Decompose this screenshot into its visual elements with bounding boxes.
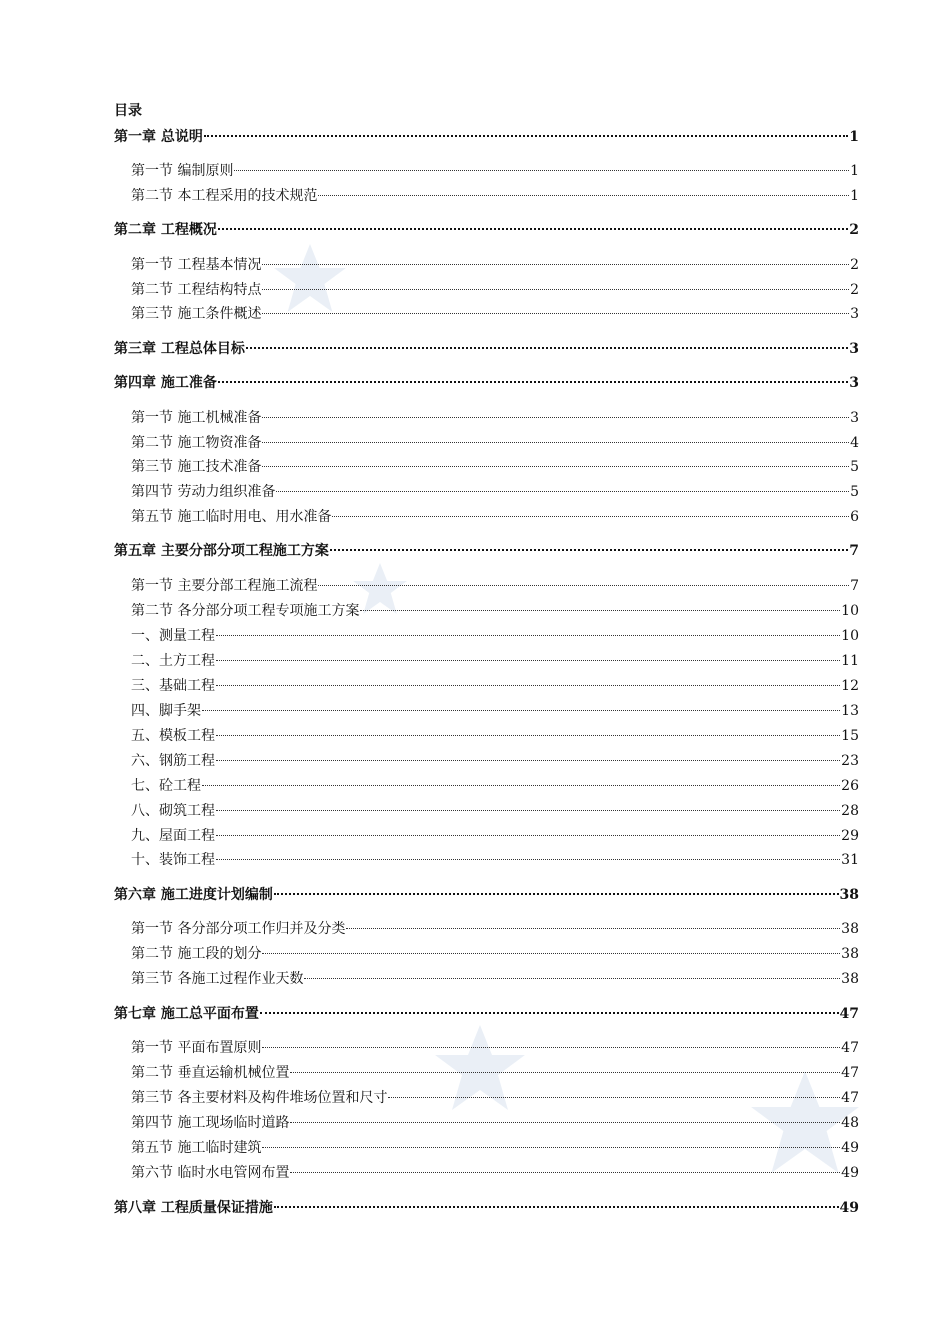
toc-entry-label: 第三节 各施工过程作业天数: [131, 971, 304, 987]
dot-leader: [204, 135, 848, 137]
dot-leader: [262, 264, 849, 265]
toc-entry-label: 第二节 垂直运输机械位置: [131, 1065, 290, 1081]
toc-page-number: 5: [850, 459, 859, 475]
dot-leader: [330, 549, 848, 551]
toc-chapter-entry[interactable]: [114, 220, 859, 240]
toc-section-entry[interactable]: [131, 751, 859, 771]
toc-entry-label: 四、脚手架: [131, 703, 201, 719]
toc-page-number: 12: [841, 678, 859, 694]
toc-entry-label: 第四章 施工准备: [114, 375, 217, 391]
toc-page-number: 13: [841, 703, 859, 719]
toc-page-number: 31: [841, 852, 859, 868]
toc-page-number: 7: [849, 543, 859, 559]
toc-page-number: 47: [841, 1065, 859, 1081]
toc-section-entry[interactable]: [131, 801, 859, 821]
toc-page-number: 3: [850, 410, 859, 426]
toc-page-number: 2: [850, 282, 859, 298]
dot-leader: [290, 1122, 840, 1123]
toc-entry-label: 第五章 主要分部分项工程施工方案: [114, 543, 329, 559]
dot-leader: [216, 735, 840, 736]
toc-section-entry[interactable]: [131, 676, 859, 696]
toc-page-number: 38: [841, 921, 859, 937]
toc-section-entry[interactable]: [131, 1038, 859, 1058]
toc-page-number: 3: [849, 341, 859, 357]
dot-leader: [304, 978, 840, 979]
toc-page-number: 49: [841, 1165, 859, 1181]
toc-entry-label: 三、基础工程: [131, 678, 215, 694]
toc-page-number: 15: [841, 728, 859, 744]
toc-page-number: 5: [850, 484, 859, 500]
toc-page-number: 3: [850, 306, 859, 322]
toc-entry-label: 第三节 施工技术准备: [131, 459, 262, 475]
toc-entry-label: 八、砌筑工程: [131, 803, 215, 819]
dot-leader: [262, 313, 849, 314]
toc-section-entry[interactable]: [131, 1063, 859, 1083]
toc-chapter-entry[interactable]: [114, 373, 859, 393]
dot-leader: [318, 195, 849, 196]
toc-page-number: 47: [841, 1040, 859, 1056]
toc-section-entry[interactable]: [131, 651, 859, 671]
dot-leader: [274, 1206, 839, 1208]
toc-entry-label: 第二节 本工程采用的技术规范: [131, 188, 318, 204]
toc-page-number: 4: [850, 435, 859, 451]
toc-entry-label: 第三节 施工条件概述: [131, 306, 262, 322]
toc-entry-label: 第四节 施工现场临时道路: [131, 1115, 290, 1131]
dot-leader: [216, 810, 840, 811]
dot-leader: [274, 893, 839, 895]
dot-leader: [262, 289, 849, 290]
toc-page-number: 2: [849, 222, 859, 238]
toc-section-entry[interactable]: [131, 186, 859, 206]
dot-leader: [216, 760, 840, 761]
dot-leader: [202, 785, 840, 786]
toc-section-entry[interactable]: [131, 1163, 859, 1183]
dot-leader: [290, 1072, 840, 1073]
toc-entry-label: 第五节 施工临时用电、用水准备: [131, 509, 332, 525]
toc-page-number: 6: [850, 509, 859, 525]
toc-section-entry[interactable]: [131, 1088, 859, 1108]
toc-page-number: 11: [841, 653, 859, 669]
toc-section-entry[interactable]: [131, 826, 859, 846]
toc-entry-label: 第二节 施工段的划分: [131, 946, 262, 962]
toc-section-entry[interactable]: [131, 255, 859, 275]
dot-leader: [202, 710, 840, 711]
dot-leader: [218, 228, 848, 230]
toc-page-number: 29: [841, 828, 859, 844]
toc-section-entry[interactable]: [131, 161, 859, 181]
toc-entry-label: 第六节 临时水电管网布置: [131, 1165, 290, 1181]
toc-entry-label: 第四节 劳动力组织准备: [131, 484, 276, 500]
toc-entry-label: 第一节 各分部分项工作归并及分类: [131, 921, 346, 937]
toc-section-entry[interactable]: [131, 507, 859, 527]
toc-page-number: 49: [841, 1140, 859, 1156]
dot-leader: [290, 1172, 840, 1173]
dot-leader: [262, 417, 849, 418]
toc-section-entry[interactable]: [131, 726, 859, 746]
toc-entry-label: 第七章 施工总平面布置: [114, 1006, 259, 1022]
toc-page-number: 7: [850, 578, 859, 594]
dot-leader: [262, 953, 840, 954]
toc-section-entry[interactable]: [131, 944, 859, 964]
toc-entry-label: 七、砼工程: [131, 778, 201, 794]
toc-entry-label: 五、模板工程: [131, 728, 215, 744]
toc-section-entry[interactable]: [131, 776, 859, 796]
toc-page-number: 1: [850, 188, 859, 204]
toc-entry-label: 第一节 主要分部工程施工流程: [131, 578, 318, 594]
toc-page-number: 47: [841, 1090, 859, 1106]
toc-section-entry[interactable]: [131, 850, 859, 870]
toc-section-entry[interactable]: [131, 408, 859, 428]
toc-page-number: 3: [849, 375, 859, 391]
toc-chapter-entry[interactable]: [114, 1198, 859, 1218]
toc-section-entry[interactable]: [131, 601, 859, 621]
dot-leader: [318, 585, 849, 586]
toc-entry-label: 六、钢筋工程: [131, 753, 215, 769]
toc-entry-label: 第一节 平面布置原则: [131, 1040, 262, 1056]
toc-section-entry[interactable]: [131, 626, 859, 646]
toc-page-number: 48: [841, 1115, 859, 1131]
toc-page-number: 26: [841, 778, 859, 794]
dot-leader: [234, 170, 849, 171]
toc-page-number: 38: [839, 887, 859, 903]
toc-section-entry[interactable]: [131, 1113, 859, 1133]
toc-entry-label: 第八章 工程质量保证措施: [114, 1200, 273, 1216]
toc-entry-label: 第三节 各主要材料及构件堆场位置和尺寸: [131, 1090, 388, 1106]
toc-entry-label: 二、土方工程: [131, 653, 215, 669]
toc-page-number: 23: [841, 753, 859, 769]
toc-section-entry[interactable]: [131, 482, 859, 502]
toc-page-number: 38: [841, 971, 859, 987]
toc-page-number: 38: [841, 946, 859, 962]
toc-entry-label: 第一章 总说明: [114, 129, 203, 145]
toc-page-number: 1: [849, 129, 859, 145]
toc-entry-label: 十、装饰工程: [131, 852, 215, 868]
toc-entry-label: 第二节 施工物资准备: [131, 435, 262, 451]
dot-leader: [216, 835, 840, 836]
dot-leader: [216, 635, 840, 636]
dot-leader: [262, 1047, 840, 1048]
toc-page-number: 1: [850, 163, 859, 179]
dot-leader: [262, 466, 849, 467]
toc-page-number: 10: [841, 603, 859, 619]
toc-section-entry[interactable]: [131, 457, 859, 477]
dot-leader: [216, 660, 840, 661]
toc-entry-label: 第一节 编制原则: [131, 163, 234, 179]
toc-page-number: 2: [850, 257, 859, 273]
dot-leader: [216, 859, 840, 860]
dot-leader: [218, 381, 848, 383]
toc-section-entry[interactable]: [131, 576, 859, 596]
toc-chapter-entry[interactable]: [114, 127, 859, 147]
toc-entry-label: 第二节 各分部分项工程专项施工方案: [131, 603, 360, 619]
toc-entry-label: 第二章 工程概况: [114, 222, 217, 238]
dot-leader: [332, 516, 849, 517]
dot-leader: [262, 442, 849, 443]
toc-section-entry[interactable]: [131, 280, 859, 300]
toc-entry-label: 第五节 施工临时建筑: [131, 1140, 262, 1156]
toc-entry-label: 一、测量工程: [131, 628, 215, 644]
toc-section-entry[interactable]: [131, 433, 859, 453]
toc-section-entry[interactable]: [131, 1138, 859, 1158]
toc-section-entry[interactable]: [131, 969, 859, 989]
dot-leader: [260, 1012, 839, 1014]
toc-page-number: 47: [839, 1006, 859, 1022]
toc-page-number: 28: [841, 803, 859, 819]
dot-leader: [276, 491, 849, 492]
toc-chapter-entry[interactable]: [114, 339, 859, 359]
toc-page-number: 10: [841, 628, 859, 644]
toc-section-entry[interactable]: [131, 701, 859, 721]
toc-entry-label: 第三章 工程总体目标: [114, 341, 245, 357]
dot-leader: [388, 1097, 840, 1098]
toc-page-number: 49: [839, 1200, 859, 1216]
toc-chapter-entry[interactable]: [114, 1004, 859, 1024]
dot-leader: [346, 928, 840, 929]
dot-leader: [360, 610, 840, 611]
toc-entry-label: 第一节 施工机械准备: [131, 410, 262, 426]
dot-leader: [216, 685, 840, 686]
dot-leader: [246, 347, 848, 349]
toc-entry-label: 第一节 工程基本情况: [131, 257, 262, 273]
toc-title: 目录: [114, 103, 142, 119]
toc-section-entry[interactable]: [131, 919, 859, 939]
toc-entry-label: 九、屋面工程: [131, 828, 215, 844]
toc-entry-label: 第二节 工程结构特点: [131, 282, 262, 298]
toc-chapter-entry[interactable]: [114, 885, 859, 905]
toc-section-entry[interactable]: [131, 304, 859, 324]
toc-chapter-entry[interactable]: [114, 541, 859, 561]
toc-entry-label: 第六章 施工进度计划编制: [114, 887, 273, 903]
dot-leader: [262, 1147, 840, 1148]
